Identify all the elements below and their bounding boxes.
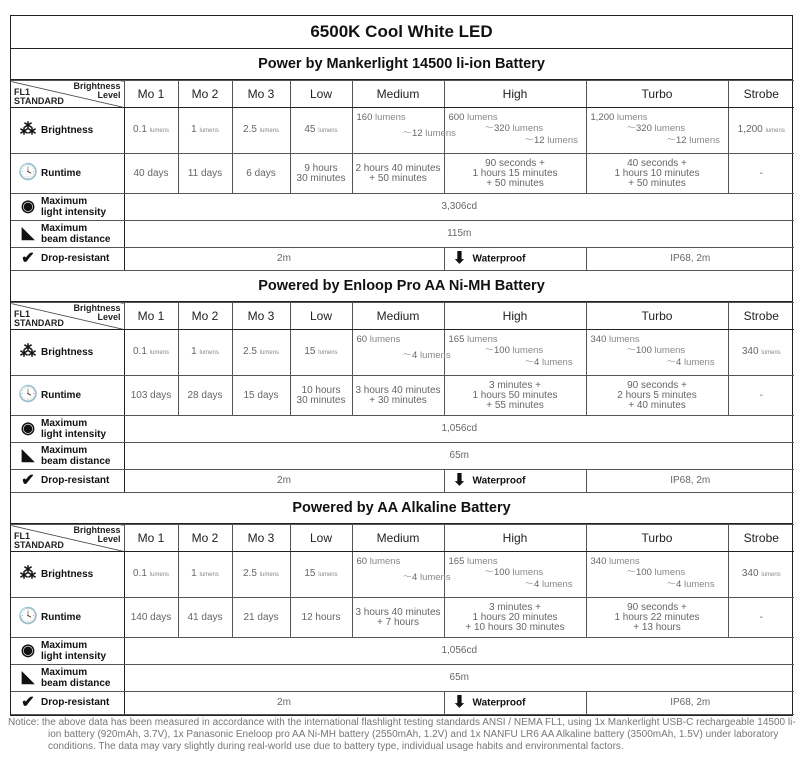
header-row <box>11 525 794 552</box>
sunburst-icon: ⁂ <box>20 565 36 583</box>
mode-header: Strobe <box>728 525 794 552</box>
intensity-value: 1,056cd <box>124 416 794 443</box>
fl1-standard-cell: Brightness Level FL1 STANDARD <box>11 303 124 330</box>
row-label-text: beam distance <box>41 456 111 467</box>
brightness-value: 340 lumens 〜100 lumens 〜4 lumens <box>586 552 728 598</box>
brightness-value: 165 lumens 〜100 lumens 〜4 lumens <box>444 330 586 376</box>
row-label-runtime <box>11 154 124 194</box>
waterproof-icon: ⬇ <box>452 471 467 489</box>
waterproof-label: ⬇ Waterproof <box>444 470 586 493</box>
beam-value: 115m <box>124 221 794 248</box>
row-label-brightness <box>11 552 124 598</box>
target-icon: ◉ <box>21 420 35 437</box>
drop-row <box>11 248 794 271</box>
waterproof-icon: ⬇ <box>452 693 467 711</box>
mode-header: Medium <box>352 81 444 108</box>
runtime-value: 12 hours <box>290 598 352 638</box>
runtime-value: 90 seconds + 1 hours 22 minutes + 13 hours <box>586 598 728 638</box>
row-label-text: Maximum <box>41 418 88 429</box>
row-label-text: light intensity <box>41 429 106 440</box>
runtime-row <box>11 154 794 194</box>
runtime-value: 9 hours 30 minutes <box>290 154 352 194</box>
row-label-drop <box>11 248 124 271</box>
brightness-value: 2.5 lumens <box>232 108 290 154</box>
waterproof-label: ⬇ Waterproof <box>444 248 586 271</box>
runtime-value: - <box>728 154 794 194</box>
drop-check-icon: ✔ <box>21 471 35 489</box>
brightness-row <box>11 108 794 154</box>
waterproof-value: IP68, 2m <box>586 248 794 271</box>
row-label-intensity <box>11 194 124 221</box>
brightness-value: 1 lumens <box>178 330 232 376</box>
row-label-text: Runtime <box>41 389 81 401</box>
brightness-value: 340 lumens <box>728 330 794 376</box>
mode-header: Low <box>290 303 352 330</box>
runtime-value: 6 days <box>232 154 290 194</box>
mode-header: Turbo <box>586 303 728 330</box>
drop-row <box>11 692 794 715</box>
brightness-value: 60 lumens 〜4 lumens <box>352 330 444 376</box>
runtime-value: 28 days <box>178 376 232 416</box>
row-label-beam <box>11 221 124 248</box>
row-label-text: light intensity <box>41 651 106 662</box>
runtime-value: 15 days <box>232 376 290 416</box>
brightness-value: 60 lumens 〜4 lumens <box>352 552 444 598</box>
mode-header: Mo 3 <box>232 525 290 552</box>
row-label-beam <box>11 443 124 470</box>
row-label-text: Drop-resistant <box>41 475 110 487</box>
drop-check-icon: ✔ <box>21 693 35 711</box>
brightness-row <box>11 552 794 598</box>
brightness-value: 600 lumens 〜320 lumens 〜12 lumens <box>444 108 586 154</box>
row-label-text: Drop-resistant <box>41 697 110 709</box>
brightness-value: 1,200 lumens 〜320 lumens 〜12 lumens <box>586 108 728 154</box>
beam-row <box>11 443 794 470</box>
brightness-value: 1 lumens <box>178 108 232 154</box>
mode-header: High <box>444 303 586 330</box>
runtime-value: 40 days <box>124 154 178 194</box>
mode-header: Mo 1 <box>124 525 178 552</box>
beam-row <box>11 665 794 692</box>
runtime-value: - <box>728 376 794 416</box>
beam-icon: ◣ <box>21 225 35 242</box>
row-label-text: Brightness <box>41 124 94 136</box>
brightness-value: 340 lumens <box>728 552 794 598</box>
row-label-brightness <box>11 330 124 376</box>
brightness-value: 0.1 lumens <box>124 330 178 376</box>
row-label-text: Maximum <box>41 223 88 234</box>
table-title: 6500K Cool White LED <box>11 16 792 49</box>
drop-value: 2m <box>124 248 444 271</box>
row-label-text: beam distance <box>41 678 111 689</box>
mode-header: Strobe <box>728 81 794 108</box>
mode-header: Strobe <box>728 303 794 330</box>
mode-header: Low <box>290 81 352 108</box>
runtime-value: 90 seconds + 1 hours 15 minutes + 50 minutes <box>444 154 586 194</box>
row-label-text: Runtime <box>41 611 81 623</box>
beam-value: 65m <box>124 443 794 470</box>
clock-icon: 🕓 <box>18 608 38 626</box>
intensity-row <box>11 194 794 221</box>
intensity-value: 1,056cd <box>124 638 794 665</box>
row-label-intensity <box>11 638 124 665</box>
brightness-value: 45 lumens <box>290 108 352 154</box>
mode-header: Mo 2 <box>178 303 232 330</box>
drop-value: 2m <box>124 470 444 493</box>
mode-header: Mo 2 <box>178 81 232 108</box>
runtime-value: 3 minutes + 1 hours 50 minutes + 55 minutes <box>444 376 586 416</box>
runtime-value: 3 minutes + 1 hours 20 minutes + 10 hours 30 minutes <box>444 598 586 638</box>
row-label-text: Maximum <box>41 445 88 456</box>
brightness-value: 160 lumens 〜12 lumens <box>352 108 444 154</box>
mode-header: Mo 1 <box>124 303 178 330</box>
row-label-text: Maximum <box>41 196 88 207</box>
row-label-text: light intensity <box>41 207 106 218</box>
intensity-value: 3,306cd <box>124 194 794 221</box>
runtime-value: 11 days <box>178 154 232 194</box>
row-label-beam <box>11 665 124 692</box>
runtime-value: 90 seconds + 2 hours 5 minutes + 40 minutes <box>586 376 728 416</box>
brightness-value: 165 lumens 〜100 lumens 〜4 lumens <box>444 552 586 598</box>
row-label-runtime <box>11 598 124 638</box>
intensity-row <box>11 416 794 443</box>
runtime-value: 3 hours 40 minutes + 30 minutes <box>352 376 444 416</box>
target-icon: ◉ <box>21 198 35 215</box>
fl1-standard-cell: Brightness Level FL1 STANDARD <box>11 81 124 108</box>
mode-header: High <box>444 525 586 552</box>
row-label-drop <box>11 692 124 715</box>
runtime-value: 3 hours 40 minutes + 7 hours <box>352 598 444 638</box>
brightness-value: 1,200 lumens <box>728 108 794 154</box>
brightness-value: 340 lumens 〜100 lumens 〜4 lumens <box>586 330 728 376</box>
runtime-value: 41 days <box>178 598 232 638</box>
beam-icon: ◣ <box>21 669 35 686</box>
sunburst-icon: ⁂ <box>20 343 36 361</box>
runtime-row <box>11 598 794 638</box>
brightness-row <box>11 330 794 376</box>
row-label-text: Brightness <box>41 346 94 358</box>
fl1-standard-cell: Brightness Level FL1 STANDARD <box>11 525 124 552</box>
drop-value: 2m <box>124 692 444 715</box>
notice-text: Notice: the above data has been measured in accordance with the international flashlight testing standards ANSI / NEMA FL1, using 1x Mankerlight USB-C rechargeable 14500 li-ion battery (920mAh, 3.7V), 1x Panasonic Eneloop pro AA Ni-MH battery (2550mAh, 1.2V) and 1x NANFU LR6 AA Alkaline battery (3500mAh, 1.5V) under laboratory conditions. The data may vary slightly during real-world use due to battery type, individual usage habits and environmental factors. <box>8 717 796 752</box>
mode-header: Mo 2 <box>178 525 232 552</box>
runtime-value: 21 days <box>232 598 290 638</box>
clock-icon: 🕓 <box>18 164 38 182</box>
waterproof-value: IP68, 2m <box>586 470 794 493</box>
drop-check-icon: ✔ <box>21 249 35 267</box>
section-table <box>11 524 794 715</box>
runtime-value: - <box>728 598 794 638</box>
brightness-value: 0.1 lumens <box>124 552 178 598</box>
row-label-text: Maximum <box>41 640 88 651</box>
beam-row <box>11 221 794 248</box>
row-label-text: Maximum <box>41 667 88 678</box>
row-label-brightness <box>11 108 124 154</box>
runtime-value: 10 hours 30 minutes <box>290 376 352 416</box>
mode-header: Turbo <box>586 81 728 108</box>
row-label-text: Brightness <box>41 568 94 580</box>
mode-header: Mo 3 <box>232 303 290 330</box>
mode-header: Medium <box>352 525 444 552</box>
mode-header: High <box>444 81 586 108</box>
beam-value: 65m <box>124 665 794 692</box>
section-heading: Powered by AA Alkaline Battery <box>11 493 792 524</box>
beam-icon: ◣ <box>21 447 35 464</box>
target-icon: ◉ <box>21 642 35 659</box>
sunburst-icon: ⁂ <box>20 121 36 139</box>
runtime-value: 40 seconds + 1 hours 10 minutes + 50 minutes <box>586 154 728 194</box>
row-label-intensity <box>11 416 124 443</box>
clock-icon: 🕓 <box>18 386 38 404</box>
section-heading: Power by Mankerlight 14500 li-ion Battery <box>11 49 792 80</box>
row-label-runtime <box>11 376 124 416</box>
runtime-value: 140 days <box>124 598 178 638</box>
brightness-value: 2.5 lumens <box>232 552 290 598</box>
waterproof-value: IP68, 2m <box>586 692 794 715</box>
row-label-text: Runtime <box>41 167 81 179</box>
mode-header: Turbo <box>586 525 728 552</box>
brightness-value: 0.1 lumens <box>124 108 178 154</box>
mode-header: Medium <box>352 303 444 330</box>
mode-header: Low <box>290 525 352 552</box>
section-table <box>11 302 794 493</box>
waterproof-icon: ⬇ <box>452 249 467 267</box>
intensity-row <box>11 638 794 665</box>
section-table <box>11 80 794 271</box>
runtime-value: 2 hours 40 minutes + 50 minutes <box>352 154 444 194</box>
row-label-text: Drop-resistant <box>41 253 110 265</box>
brightness-value: 15 lumens <box>290 330 352 376</box>
spec-table <box>10 15 793 716</box>
runtime-value: 103 days <box>124 376 178 416</box>
header-row <box>11 303 794 330</box>
header-row <box>11 81 794 108</box>
drop-row <box>11 470 794 493</box>
brightness-value: 15 lumens <box>290 552 352 598</box>
brightness-value: 2.5 lumens <box>232 330 290 376</box>
row-label-drop <box>11 470 124 493</box>
row-label-text: beam distance <box>41 234 111 245</box>
mode-header: Mo 3 <box>232 81 290 108</box>
runtime-row <box>11 376 794 416</box>
waterproof-label: ⬇ Waterproof <box>444 692 586 715</box>
brightness-value: 1 lumens <box>178 552 232 598</box>
section-heading: Powered by Enloop Pro AA Ni-MH Battery <box>11 271 792 302</box>
mode-header: Mo 1 <box>124 81 178 108</box>
